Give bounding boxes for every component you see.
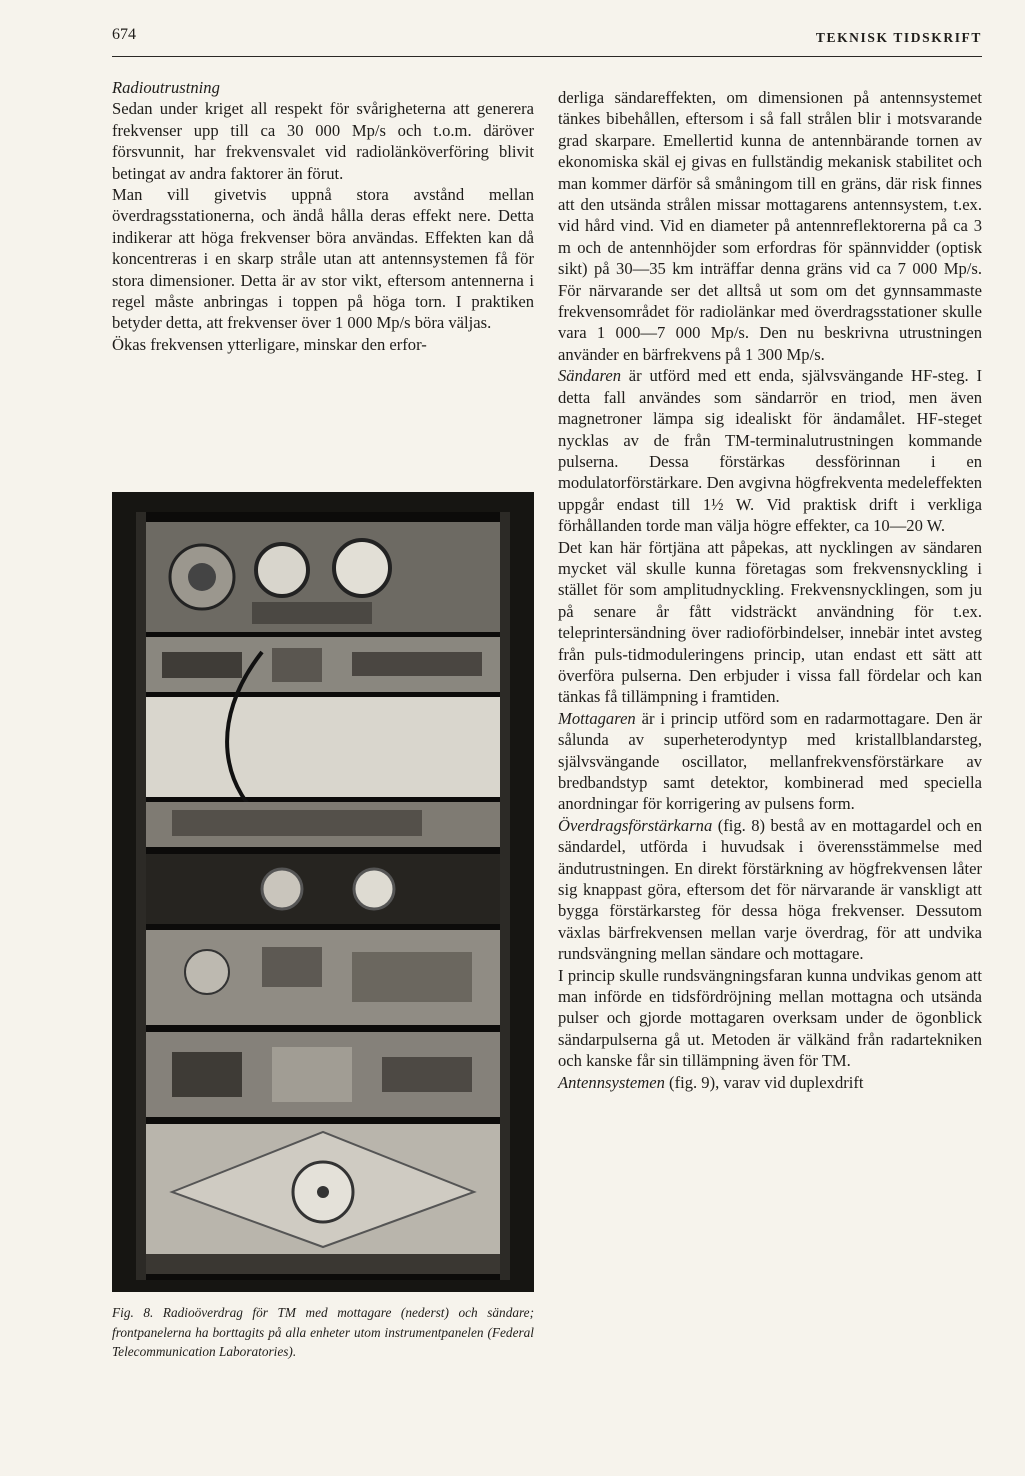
right-paragraph-4 bbox=[558, 708, 982, 815]
figure-8-photo bbox=[112, 492, 534, 1292]
right-paragraph-5 bbox=[558, 815, 982, 965]
left-paragraph-1: Sedan under kriget all respekt för svårigheterna att generera frekvenser upp till ca 30 000 Mp/s och t.o.m. däröver försvunnit, har frekvensvalet vid radiolänköverföring blivit betingat av andra faktorer än förut. bbox=[112, 99, 534, 183]
right-paragraph-7-body: (fig. 9), varav vid duplexdrift bbox=[664, 1072, 864, 1092]
right-paragraph-7 bbox=[558, 1072, 982, 1093]
header-rule bbox=[112, 56, 982, 57]
right-paragraph-3: Det kan här förtjäna att påpekas, att nycklingen av sändaren mycket väl skulle kunna företagas som frekvensnyckling i stället för som amplitudnyckling. Frekvensnycklingen, som ju på senare år fått vidsträckt användning för t.ex. teleprintersändning över radioförbindelser, innebär intet avsteg från puls-tidmoduleringens princip, utan endast ett sätt att överföra pulserna. Den erbjuder i vissa fall fördelar och kan tänkas få tillämpning i framtiden. bbox=[558, 537, 982, 707]
right-paragraph-1: derliga sändareffekten, om dimensionen på antennsystemet tänkes bibehållen, eftersom i så fall strålen blir i motsvarande grad skarpare. Emellertid kunna de antennbärande tornen av ekonomiska skäl ej givas en fullständig mekanisk stabilitet och man kommer därför så småningom till en gräns, där risk finnes att den utsända strålen missar mottagarens antennsystem, t.ex. vid hård vind. Vid en diameter på antennreflektorerna på ca 3 m och de antennhöjder som erfordras för spännvidder (optisk sikt) på 30—35 km inträffar denna gräns vid ca 7 000 Mp/s. För närvarande ser det alltså ut som om det gynnsammaste frekvensområdet för radiolänkar med överdragsstationer skulle vara 1 000—7 000 Mp/s. Den nu beskrivna utrustningen använder en bärfrekvens på 1 300 Mp/s. bbox=[558, 88, 982, 364]
section-heading: Radioutrustning bbox=[112, 78, 220, 97]
right-paragraph-4-body: är i princip utförd som en radarmottagare. Den är sålunda av superheterodyntyp med kristallblandarsteg, självsvängande oscillator, mellanfrekvensförstärkare av bredbandstyp samt detektor, kombinerad med speciella anordningar för korrigering av pulsens form. bbox=[558, 708, 982, 814]
right-paragraph-4-lead: Mottagaren bbox=[558, 708, 636, 728]
right-paragraph-7-lead: Antennsystemen bbox=[558, 1072, 665, 1092]
journal-title: TEKNISK TIDSKRIFT bbox=[815, 30, 982, 45]
right-paragraph-6: I princip skulle rundsvängningsfaran kunna undvikas genom att man införde en tidsfördröjning mellan mottagna och utsända pulser och gjorde mottagaren overksam under de ögonblick sändarpulserna gå ut. Metoden är välkänd från radartekniken och kanske får sin tillämpning även för TM. bbox=[558, 965, 982, 1071]
right-paragraph-5-lead: Överdragsförstärkarna bbox=[558, 815, 713, 835]
right-paragraph-2-lead: Sändaren bbox=[558, 366, 621, 386]
left-paragraph-2: Man vill givetvis uppnå stora avstånd mellan överdragsstationerna, och ändå hålla deras effekt nere. Detta indikerar att höga frekvenser böra användas. Effekten kan då koncentreras i en skarp stråle utan att antennsystemen få för stora dimensioner. Detta är av stor vikt, eftersom antennerna i regel måste anbringas i toppen på höga torn. I praktiken betyder detta, att frekvenser över 1 000 Mp/s böra väljas. bbox=[112, 185, 534, 333]
right-column bbox=[558, 87, 982, 1093]
page-number: 674 bbox=[112, 26, 136, 43]
right-paragraph-2-body: är utförd med ett enda, självsvängande HF-steg. I detta fall användes som sändarrör en triod, men även magnetroner lämpa sig idealiskt för ändamålet. HF-steget nycklas av de från TM-terminalutrustningen kommande pulserna. Dessa förstärkas dessförinnan i en modulatorförstärkare. Den avgivna högfrekventa medeleffekten uppgår endast till 1½ W. Vid praktisk drift i verkliga förhållanden torde man välja högre effekter, ca 10—20 W. bbox=[558, 366, 982, 536]
right-paragraph-2 bbox=[558, 365, 982, 536]
page-header bbox=[112, 26, 982, 46]
equipment-rack-illustration bbox=[112, 492, 534, 1292]
left-column bbox=[112, 77, 534, 355]
left-paragraph-3: Ökas frekvensen ytterligare, minskar den erfor- bbox=[112, 334, 427, 354]
right-paragraph-5-body: (fig. 8) bestå av en mottagardel och en sändardel, utförda i huvudsak i överensstämmelse med ändutrustningen. En direkt förstärkning av högfrekvensen låter sig knappast göra, eftersom det för närvarande är vanskligt att bygga förstärkarsteg för dessa höga frekvenser. Dessutom växlas bärfrekvensen mellan varje överdrag, för att undvika rundsvängning mellan sändare och mottagare. bbox=[558, 815, 982, 964]
figure-caption: Fig. 8. Radioöverdrag för TM med mottagare (nederst) och sändare; frontpanelerna ha borttagits på alla enheter utom instrumentpanelen (Federal Telecommunication Laboratories). bbox=[112, 1305, 534, 1359]
